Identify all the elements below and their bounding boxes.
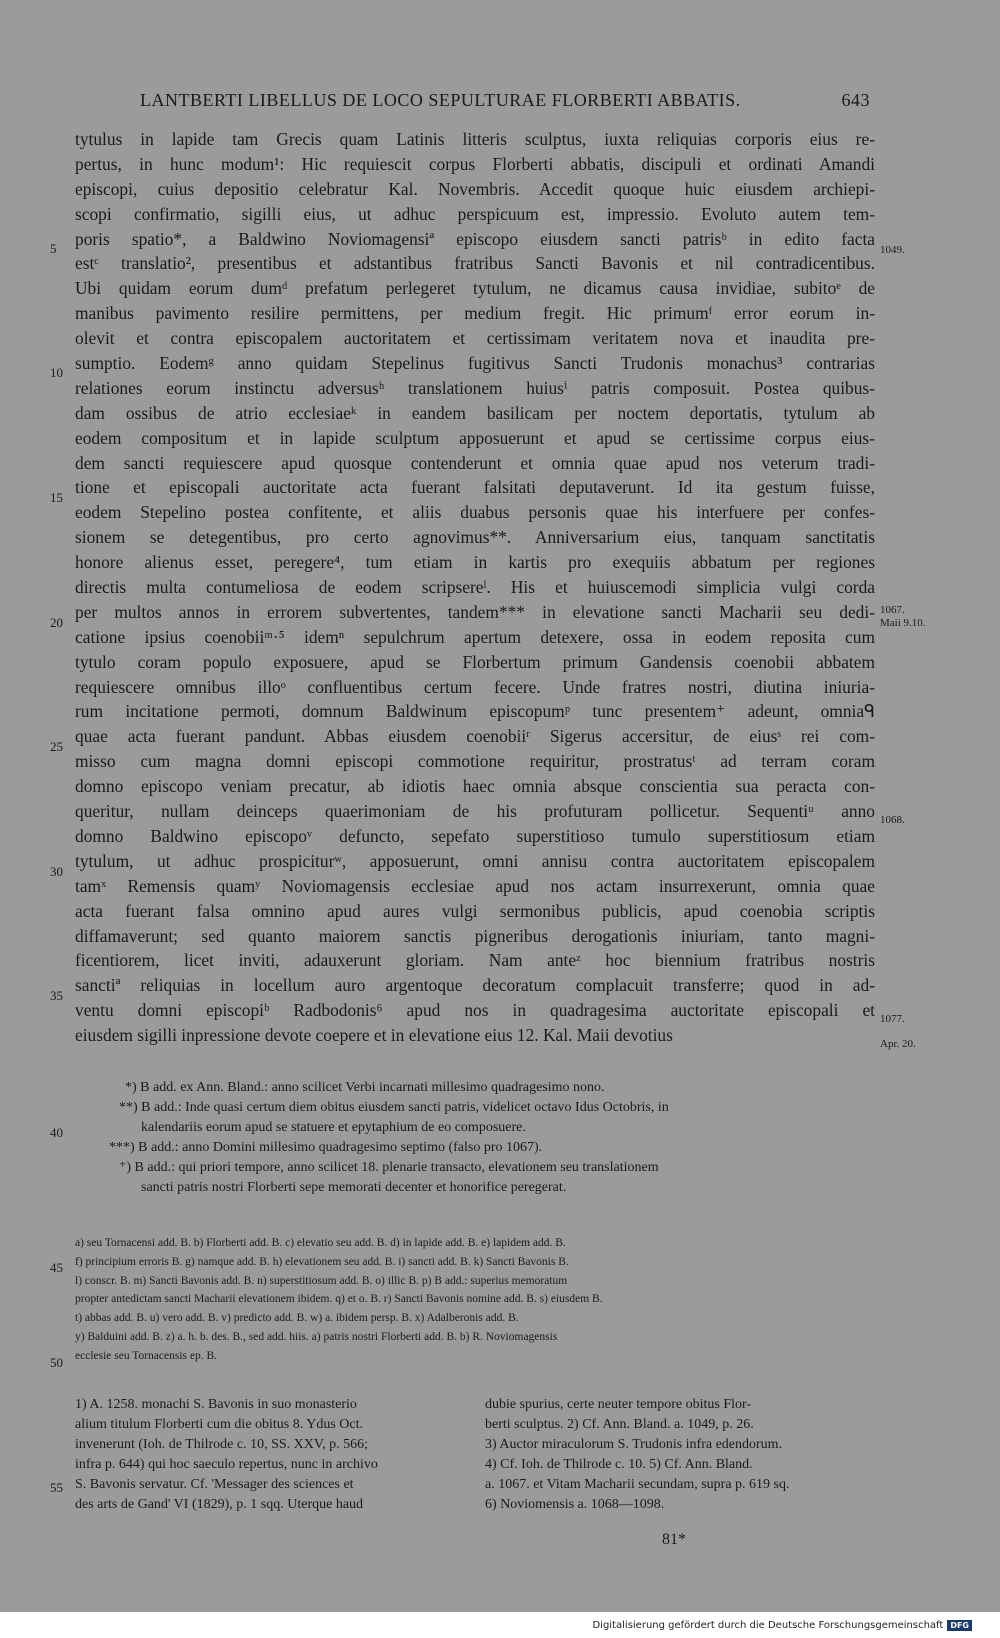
- text-line: requiescere omnibus illoᵒ confluentibus certum fecere. Unde fratres nostri, diutina iniuria-: [75, 676, 875, 697]
- text-line: domno episcopo veniam precatur, ab idiotis haec omnia absque conscientia sua peracta con-: [75, 776, 875, 797]
- text-line: eiusdem sigilli inpressione devote coepere et in elevatione eius 12. Kal. Maii devotius: [75, 1025, 673, 1046]
- margin-date: Maii 9.10.: [880, 617, 926, 629]
- text-line: tytulo coram populo exposuere, apud se Florbertum primum Gandensis coenobii abbatem: [75, 651, 875, 672]
- text-line: manibus pavimento resilire permittens, per medium fregit. Hic primumᶠ error eorum in-: [75, 303, 875, 324]
- note-line: berti sculptus. 2) Cf. Ann. Bland. a. 1049, p. 26.: [485, 1417, 754, 1432]
- note-line: 6) Noviomensis a. 1068—1098.: [485, 1497, 665, 1512]
- line-number: 20: [50, 615, 63, 630]
- text-line: quae acta fuerant pandunt. Abbas eiusdem coenobiiʳ Sigerus accersitur, de eiusˢ rei com-: [75, 726, 875, 747]
- text-line: misso cum magna domni episcopi commotione requiritur, prostratusᵗ ad terram coram: [75, 751, 875, 772]
- line-number: 45: [50, 1260, 63, 1275]
- star-note: ***) B add.: anno Domini millesimo quadragesimo septimo (falso pro 1067).: [109, 1140, 543, 1155]
- text-line: tytulum, ut adhuc prospiciturʷ, apposuerunt, omni annisu contra auctoritatem episcopalem: [75, 850, 875, 871]
- text-line: acta fuerant falsa omnino apud aures vulgi sermonibus publicis, apud coenobia scriptis: [75, 900, 875, 921]
- text-line: eodem Stepelino postea confitente, et aliis duabus personis quae his interfuere per confes-: [75, 502, 875, 523]
- text-line: scopi confirmatio, sigilli eius, ut adhuc perspicuum est, impressio. Evoluto autem tem-: [75, 203, 875, 224]
- note-line: 3) Auctor miraculorum S. Trudonis infra edendorum.: [485, 1437, 783, 1452]
- text-line: tamˣ Remensis quamʸ Noviomagensis ecclesiae apud nos actam insurrexerunt, omnia quae: [75, 875, 875, 896]
- main-text: [75, 127, 875, 1048]
- line-number: 55: [50, 1480, 63, 1495]
- margin-date: 1067.: [880, 604, 905, 616]
- star-note: ⁺) B add.: qui priori tempore, anno scilicet 18. plenarie transacto, elevationem seu translationem: [119, 1160, 659, 1175]
- text-line: dem sancti requiescere apud quosque contenderunt et omnia quae apud nos veterum tradi-: [75, 452, 875, 473]
- text-line: relationes eorum instinctu adversusʰ translationem huiusⁱ patris composuit. Postea quibus-: [75, 377, 875, 398]
- text-line: episcopi, cuius depositio celebratur Kal. Novembris. Accedit quoque huic eiusdem archiepi-: [75, 178, 875, 199]
- margin-date: 1077.: [880, 1013, 905, 1025]
- text-line: queritur, nullam deinceps quaerimoniam de his profuturam pollicetur. Sequentiᵘ anno: [75, 801, 875, 822]
- star-note: **) B add.: Inde quasi certum diem obitus eiusdem sancti patris, videlicet octavo Idus Octobris, in: [119, 1100, 669, 1115]
- note-line: a. 1067. et Vitam Macharii secundam, supra p. 619 sq.: [485, 1477, 790, 1492]
- note-line: S. Bavonis servatur. Cf. 'Messager des sciences et: [75, 1477, 354, 1492]
- margin-date: Apr. 20.: [880, 1038, 916, 1050]
- text-line: rum incitatione permoti, domnum Baldwinum episcopumᵖ tunc presentem⁺ adeunt, omniaᑫ: [75, 701, 875, 722]
- page-number: 643: [841, 90, 870, 110]
- text-line: tione et episcopali auctoritate acta fuerant falsitati deputaverunt. Id ita gestum fuisse,: [75, 477, 875, 498]
- note-line: invenerunt (Ioh. de Thilrode c. 10, SS. XXV, p. 566;: [75, 1437, 369, 1452]
- variant-readings: [75, 1234, 875, 1366]
- text-line: diffamaverunt; sed quanto maiorem sanctis pigneribus derogationis iniuriam, tanto magni-: [75, 925, 875, 946]
- line-number: 40: [50, 1125, 63, 1140]
- star-note: sancti patris nostri Florberti sepe memorati decenter et honorifice peregerat.: [141, 1180, 567, 1195]
- header-title: LANTBERTI LIBELLUS DE LOCO SEPULTURAE FLORBERTI ABBATIS.: [140, 90, 741, 110]
- variant-line: y) Balduini add. B. z) a. h. b. des. B., sed add. hiis. a) patris nostri Florberti add. B. b) R. Noviomagensis: [75, 1330, 558, 1343]
- line-number: 35: [50, 988, 63, 1003]
- text-line: sionem se detegentibus, pro certo agnovimus**. Anniversarium eius, tanquam sanctitatis: [75, 527, 875, 548]
- line-number: 10: [50, 365, 63, 380]
- text-line: domno Baldwino episcopoᵛ defuncto, sepefato superstitioso tumulo superstitiosum etiam: [75, 825, 875, 846]
- margin-date: 1068.: [880, 814, 905, 826]
- variant-line: ecclesie seu Tornacensis ep. B.: [75, 1349, 218, 1362]
- text-line: honore alienus esset, peregere⁴, tum etiam in kartis pro exequiis abbatum per regiones: [75, 552, 875, 573]
- line-number: 30: [50, 864, 63, 879]
- text-line: per multos annos in errorem subvertentes, tandem*** in elevatione sancti Macharii seu dedi-: [75, 601, 875, 622]
- text-line: dam ossibus de atrio ecclesiaeᵏ in eandem basilicam per noctem deportatis, tytulum ab: [75, 402, 875, 423]
- text-line: tytulus in lapide tam Grecis quam Latinis litteris sculptus, iuxta reliquias corporis eius re-: [75, 129, 875, 149]
- variant-line: f) principium erroris B. g) namque add. B. h) elevationem seu add. B. i) sancti add. B. k) Sancti Bavonis B.: [75, 1255, 569, 1268]
- text-line: sumptio. Eodemᵍ anno quidam Stepelinus fugitivus Sancti Trudonis monachus³ contrarias: [75, 353, 875, 374]
- variant-line: t) abbas add. B. u) vero add. B. v) predicto add. B. w) a. ibidem persp. B. x) Adalberonis add. B.: [75, 1312, 519, 1325]
- digitization-credit: [592, 1620, 972, 1631]
- note-line: 4) Cf. Ioh. de Thilrode c. 10. 5) Cf. Ann. Bland.: [485, 1457, 753, 1472]
- text-line: ficentiorem, licet inviti, adauxerunt gloriam. Nam anteᶻ hoc biennium fratribus nostris: [75, 950, 875, 971]
- note-line: infra p. 644) qui hoc saeculo repertus, nunc in archivo: [75, 1457, 378, 1472]
- line-number: 5: [50, 241, 57, 256]
- text-line: sanctiª reliquias in locellum auro argentoque decoratum complacuit transferre; quod in ad-: [75, 975, 875, 996]
- text-line: catione ipsius coenobiiᵐ·⁵ idemⁿ sepulchrum apertum detexere, ossa in eodem reposita cum: [75, 626, 875, 647]
- variant-line: l) conscr. B. m) Sancti Bavonis add. B. n) superstitiosum add. B. o) illic B. p) B add.: superius memoratum: [75, 1274, 568, 1287]
- text-line: estᶜ translatio², presentibus et adstantibus fratribus Sancti Bavonis et nil contradicentibus.: [75, 253, 875, 274]
- text-line: pertus, in hunc modum¹: Hic requiescit corpus Florberti abbatis, discipuli et ordinati Amandi: [75, 153, 875, 174]
- variant-line: propter antedictam sancti Macharii elevationem ibidem. q) et o. B. r) Sancti Bavonis nomine add. B. s) eiusdem B.: [75, 1293, 603, 1306]
- note-line: des arts de Gand' VI (1829), p. 1 sqq. Uterque haud: [75, 1497, 364, 1512]
- text-line: directis multa contumeliosa de eodem scripsereˡ. His et huiuscemodi simplicia vulgi corda: [75, 577, 875, 598]
- signature-mark: 81*: [662, 1531, 686, 1548]
- note-line: dubie spurius, certe neuter tempore obitus Flor-: [485, 1397, 752, 1412]
- note-line: alium titulum Florberti cum die obitus 8. Ydus Oct.: [75, 1417, 364, 1432]
- text-line: ventu domni episcopiᵇ Radbodonis⁶ apud nos in quadragesima auctoritate episcopali et: [75, 1000, 875, 1021]
- text-line: eodem compositum et in lapide sculptum apposuerunt et apud se certissime corpus eius-: [75, 427, 875, 448]
- credit-text: Digitalisierung gefördert durch die Deutsche Forschungsgemeinschaft: [592, 1620, 944, 1631]
- star-footnotes: [75, 1078, 875, 1198]
- text-line: poris spatio*, a Baldwino Noviomagensiª episcopo eiusdem sancti patrisᵇ in edito facta: [75, 228, 875, 249]
- dfg-logo: DFG: [947, 1620, 972, 1631]
- line-number: 15: [50, 490, 63, 505]
- note-line: 1) A. 1258. monachi S. Bavonis in suo monasterio: [75, 1397, 357, 1412]
- star-note: kalendariis eorum apud se statuere et epytaphium de eo composuere.: [141, 1120, 526, 1135]
- text-line: Ubi quidam eorum dumᵈ prefatum perlegeret tytulum, ne dicamus causa invidiae, subitoᵉ de: [75, 278, 875, 299]
- variant-line: a) seu Tornacensi add. B. b) Florberti add. B. c) elevatio seu add. B. d) in lapide add. B. e) lapidem add. B.: [75, 1237, 566, 1249]
- notes-left-column: [75, 1395, 475, 1515]
- text-line: olevit et contra episcopalem auctoritatem et certissimam veritatem nova et inaudita pre-: [75, 328, 875, 349]
- star-note: *) B add. ex Ann. Bland.: anno scilicet Verbi incarnati millesimo quadragesimo nono.: [125, 1080, 605, 1095]
- line-number: 25: [50, 739, 63, 754]
- margin-date: 1049.: [880, 244, 905, 256]
- notes-right-column: [485, 1395, 880, 1515]
- line-number: 50: [50, 1355, 63, 1370]
